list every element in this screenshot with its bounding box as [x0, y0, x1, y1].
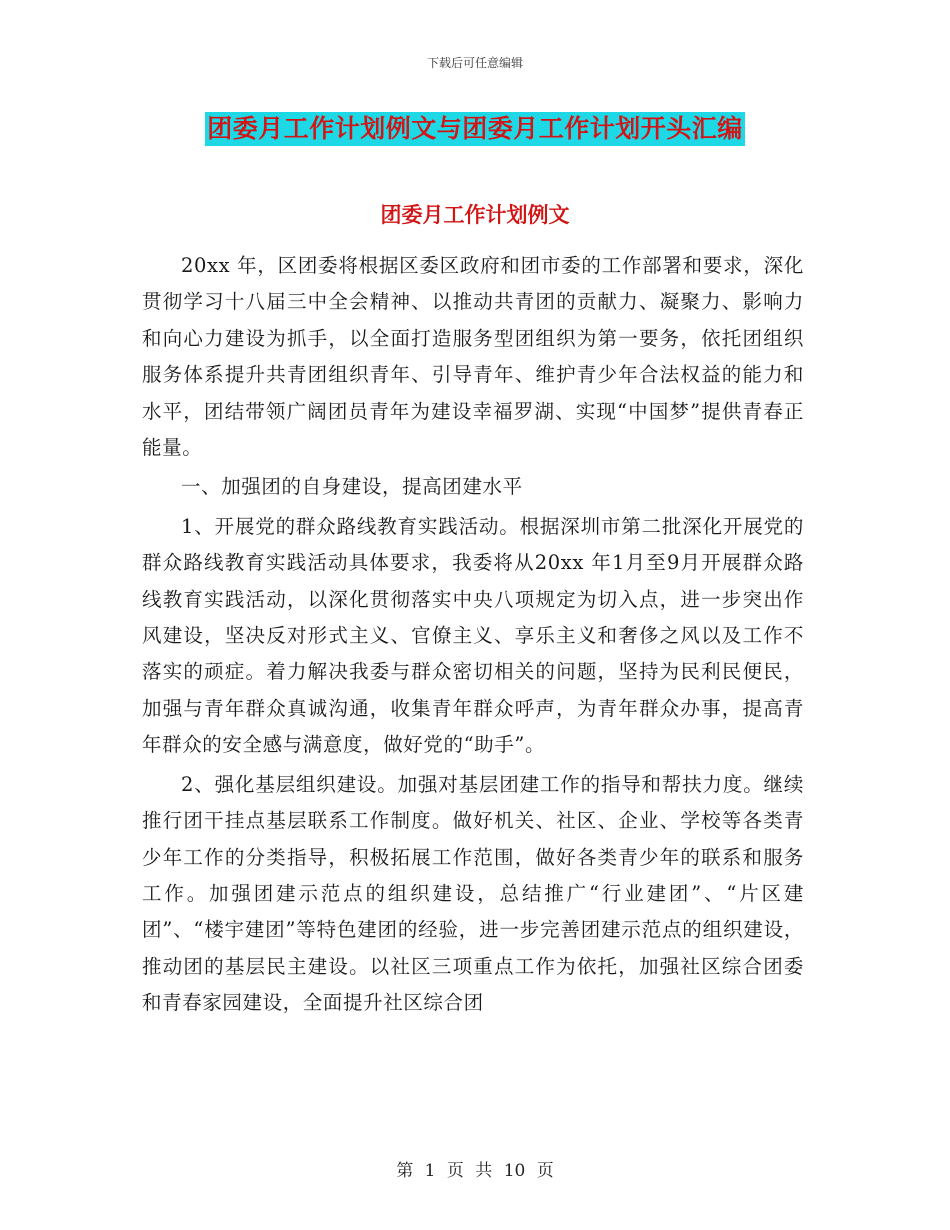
paragraph-item-2: 2、强化基层组织建设。加强对基层团建工作的指导和帮扶力度。继续推行团干挂点基层联系工作制度。做好机关、社区、企业、学校等各类青少年工作的分类指导，积极拓展工作范围，做好各类青少年的联系和服务工作。加强团建示范点的组织建设，总结推广“行业建团”、“片区建团”、“楼宇建团”等特色建团的经验，进一步完善团建示范点的组织建设，推动团的基层民主建设。以社区三项重点工作为依托，加强社区综合团委和青春家园建设，全面提升社区综合团	[142, 772, 804, 1015]
page-number: 第 1 页 共 10 页	[396, 1161, 554, 1181]
document-body	[142, 248, 804, 1022]
section-title: 团委月工作计划例文	[380, 203, 570, 227]
header-note: 下载后可任意编辑	[426, 56, 523, 70]
document-title-text: 团委月工作计划例文与团委月工作计划开头汇编	[205, 112, 745, 146]
document-title	[0, 112, 950, 146]
paragraph-item-1: 1、开展党的群众路线教育实践活动。根据深圳市第二批深化开展党的群众路线教育实践活动具体要求，我委将从20xx 年1月至9月开展群众路线教育实践活动，以深化贯彻落实中央八项规定为切入点，进一步突出作风建设，坚决反对形式主义、官僚主义、享乐主义和奢侈之风以及工作不落实的顽症。着力解决我委与群众密切相关的问题，坚持为民利民便民，加强与青年群众真诚沟通，收集青年群众呼声，为青年群众办事，提高青年群众的安全感与满意度，做好党的“助手”。	[142, 514, 804, 757]
section-heading-1: 一、加强团的自身建设，提高团建水平	[181, 475, 523, 499]
paragraph-intro: 20xx 年，区团委将根据区委区政府和团市委的工作部署和要求，深化贯彻学习十八届三中全会精神、以推动共青团的贡献力、凝聚力、影响力和向心力建设为抓手，以全面打造服务型团组织为第一要务，依托团组织服务体系提升共青团组织青年、引导青年、维护青少年合法权益的能力和水平，团结带领广阔团员青年为建设幸福罗湖、实现“中国梦”提供青春正能量。	[142, 254, 804, 460]
